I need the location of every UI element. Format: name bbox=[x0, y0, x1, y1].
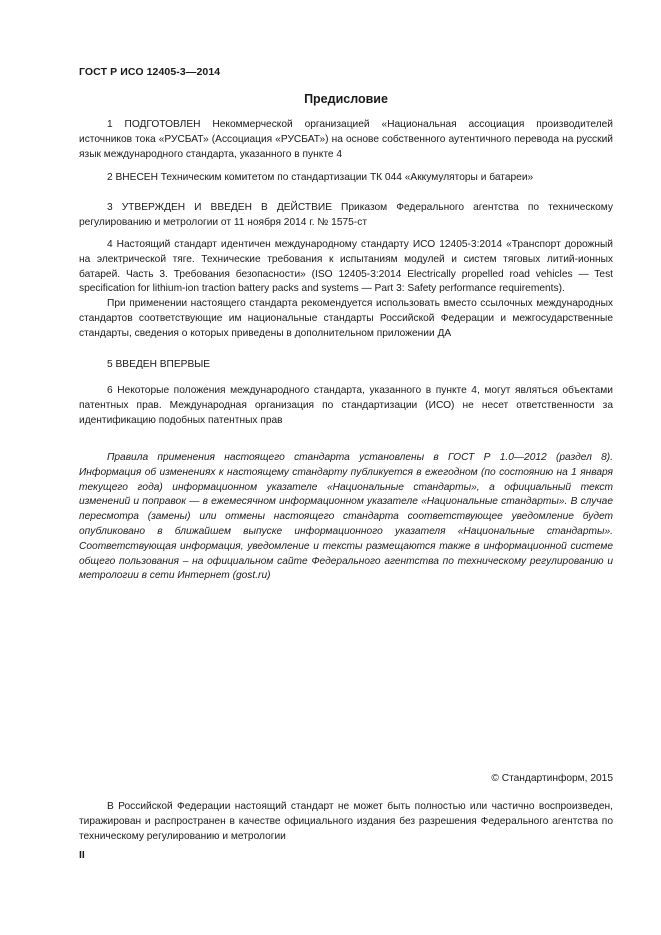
paragraph-4-block bbox=[79, 238, 613, 342]
paragraph-prepared-by: 1 ПОДГОТОВЛЕН Некоммерческой организацией «Национальная ассоциация производителей источников тока «РУСБАТ» (Ассоциация «РУСБАТ») на основе собственного аутентичного перевода на русский язык международного стандарта, указанного в пункте 4 bbox=[79, 119, 613, 160]
paragraph-2-block bbox=[79, 171, 613, 186]
application-rules-note: Правила применения настоящего стандарта установлены в ГОСТ Р 1.0—2012 (раздел 8). Информация об изменениях к настоящему стандарту публикуется в ежегодном (по состоянию на 1 января текущего года) информационном указателе «Национальные стандарты», а официальный текст изменений и поправок — в ежемесячном информационном указателе «Национальные стандарты». В случае пересмотра (замены) или отмены настоящего стандарта соответствующее уведомление будет опубликовано в ближайшем выпуске информационного указателя «Национальные стандарты». Соответствующая информация, уведомление и тексты размещаются также в информационной системе общего пользования – на официальном сайте Федерального агентства по техническому регулированию и метрологии в сети Интернет (gost.ru) bbox=[79, 452, 613, 582]
copyright-line: © Стандартинформ, 2015 bbox=[491, 773, 613, 784]
paragraph-6-block bbox=[79, 384, 613, 428]
paragraph-1-block bbox=[79, 118, 613, 162]
paragraph-patent-rights: 6 Некоторые положения международного стандарта, указанного в пункте 4, могут являться объектами патентных прав. Международная организация по стандартизации (ИСО) не несет ответственности за идентификацию подобных патентных прав bbox=[79, 385, 613, 426]
page-number: II bbox=[79, 849, 85, 861]
paragraph-identical-standard: 4 Настоящий стандарт идентичен международному стандарту ИСО 12405-3:2014 «Транспорт дорожный на электрической тяге. Технические требования к испытаниям модулей и систем тяговых литий-ионных батарей. Часть 3. Требования безопасности» (ISO 12405-3:2014 Electrically propelled road vehicles — Test specification for lithium-ion traction battery packs and systems — Part 3: Safety performance requirements). bbox=[79, 239, 613, 295]
paragraph-3-block bbox=[79, 201, 613, 231]
paragraph-reference-usage: При применении настоящего стандарта рекомендуется использовать вместо ссылочных международных стандартов соответствующие им национальные стандарты Российской Федерации и межгосударственные стандарты, сведения о которых приведены в дополнительном приложении ДА bbox=[79, 298, 613, 339]
standard-code-header: ГОСТ Р ИСО 12405-3—2014 bbox=[79, 66, 221, 78]
paragraph-first-introduced: 5 ВВЕДЕН ВПЕРВЫЕ bbox=[107, 359, 211, 370]
page-title: Предисловие bbox=[304, 92, 388, 106]
application-rules-note-block bbox=[79, 451, 613, 584]
reproduction-notice-block bbox=[79, 800, 613, 844]
paragraph-introduced-by: 2 ВНЕСЕН Техническим комитетом по стандартизации ТК 044 «Аккумуляторы и батареи» bbox=[107, 172, 534, 183]
paragraph-approved: 3 УТВЕРЖДЕН И ВВЕДЕН В ДЕЙСТВИЕ Приказом Федерального агентства по техническому регулированию и метрологии от 11 ноября 2014 г. № 1575-ст bbox=[79, 202, 613, 228]
paragraph-5-block bbox=[79, 358, 613, 373]
reproduction-notice: В Российской Федерации настоящий стандарт не может быть полностью или частично воспроизведен, тиражирован и распространен в качестве официального издания без разрешения Федерального агентства по техническому регулированию и метрологии bbox=[79, 801, 613, 842]
